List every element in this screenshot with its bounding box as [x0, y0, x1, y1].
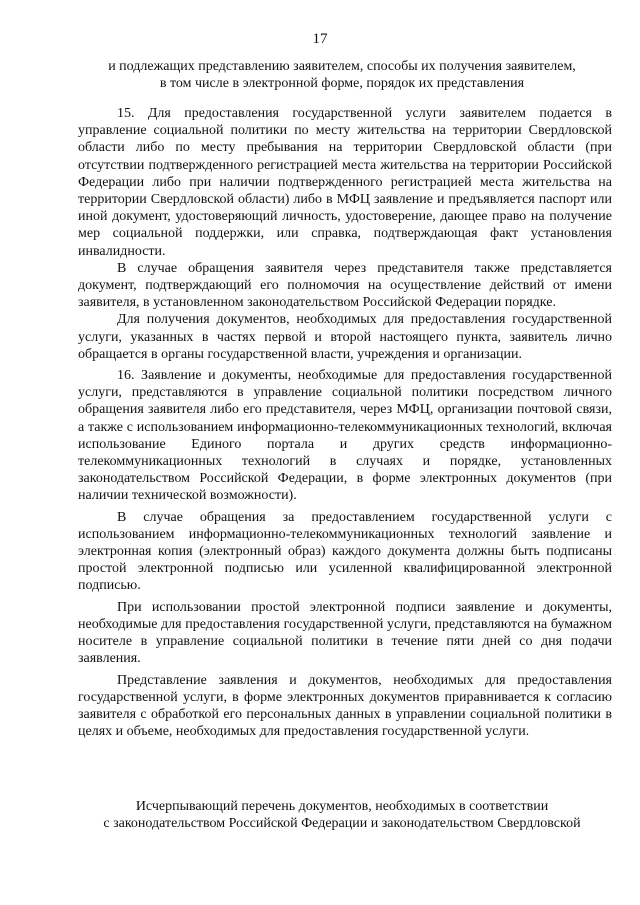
body-text [78, 105, 612, 740]
paragraph-consent: Представление заявления и документов, необходимых для предоставления государственной услуги, в форме электронных документов приравнивается к согласию заявителя с обработкой его персональных данных в управлении социальной политики в целях и объеме, необходимых для предоставления государственной услуги. [78, 672, 612, 740]
section-heading-bottom [72, 798, 612, 832]
heading-bottom-line-1: Исчерпывающий перечень документов, необходимых в соответствии [135, 799, 549, 814]
heading-top-line-2: в том числе в электронной форме, порядок их представления [159, 76, 525, 92]
paragraph-electronic-signature: В случае обращения за предоставлением государственной услуги с использованием информационно-телекоммуникационных технологий заявление и электронная копия (электронный образ) каждого документа должны быть подписаны простой электронной подписью или усиленной квалифицированной электронной подписью. [78, 509, 612, 594]
section-heading-top [72, 58, 612, 92]
paragraph-16: 16. Заявление и документы, необходимые для предоставления государственной услуги, представляются в управление социальной политики посредством личного обращения заявителя либо его представителя, через МФЦ, организации почтовой связи, а также с использованием информационно-телекоммуникационных технологий, включая использование Единого портала и других средств информационно-телекоммуникационных технологий в случаях и порядке, установленных законодательством Российской Федерации, в форме электронных документов (при наличии технической возможности). [78, 368, 612, 504]
paragraph-15: 15. Для предоставления государственной услуги заявителем подается в управление социальной политики по месту жительства на территории Свердловской области либо по месту пребывания на территории Свердловской области (при отсутствии подтвержденного регистрацией места жительства на территории Российской Федерации либо при наличии подтвержденного регистрацией места жительства на территории Свердловской области) либо в МФЦ заявление и предъявляется паспорт или иной документ, удостоверяющий личность, удостоверение, дающее право на получение мер социальной поддержки, или справка, подтверждающая факт установления инвалидности. [78, 106, 612, 259]
paragraph-obtaining-documents: Для получения документов, необходимых для предоставления государственной услуги, указанных в частях первой и второй настоящего пункта, заявитель лично обращается в органы государственной власти, учреждения и организации. [78, 312, 612, 362]
paragraph-simple-signature: При использовании простой электронной подписи заявление и документы, необходимые для предоставления государственной услуги, представляются на бумажном носителе в управление социальной политики в течение пяти дней со дня подачи заявления. [78, 599, 612, 667]
heading-top-line-1: и подлежащих представлению заявителем, способы их получения заявителем, [108, 59, 576, 74]
heading-bottom-line-2: с законодательством Российской Федерации и законодательством Свердловской [103, 816, 581, 832]
page-number: 17 [312, 31, 328, 47]
paragraph-representative: В случае обращения заявителя через представителя также представляется документ, подтверждающий его полномочия на осуществление действий от имени заявителя, в установленном законодательством Российской Федерации порядке. [78, 260, 612, 311]
